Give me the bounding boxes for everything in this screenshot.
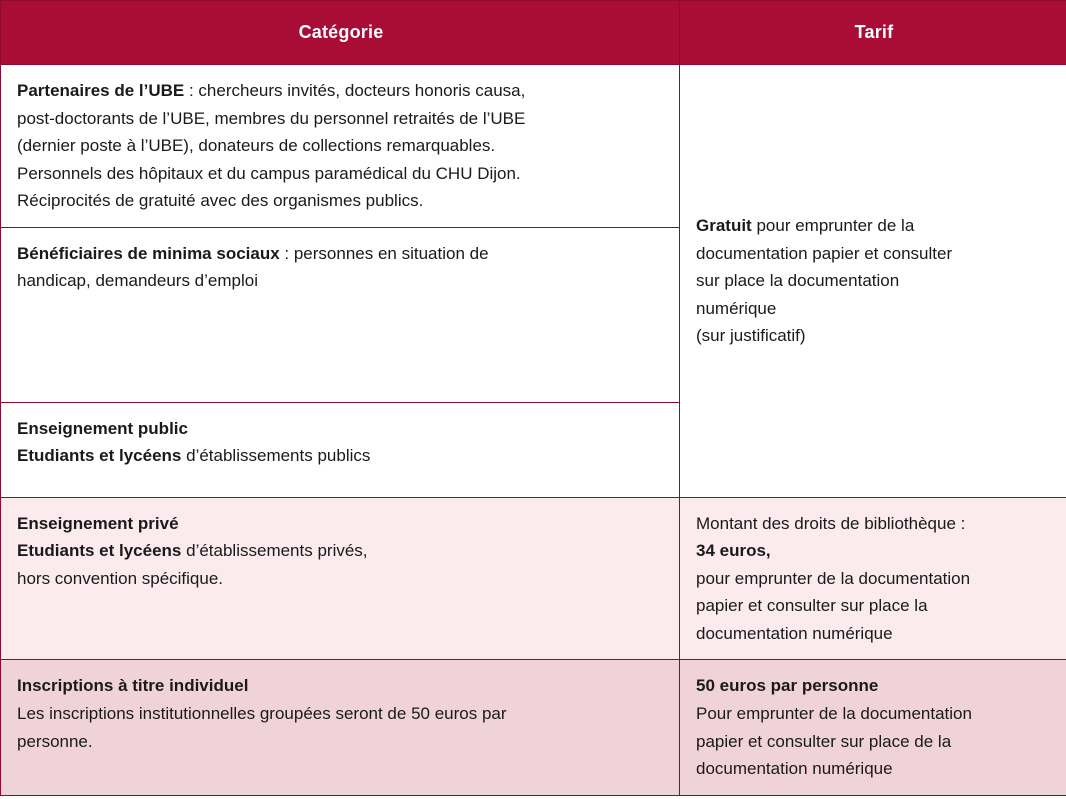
- category-cell-enseignement-public: [1, 402, 680, 497]
- table-row: [1, 65, 1066, 228]
- line: post-doctorants de l’UBE, membres du personnel retraités de l’UBE: [17, 108, 526, 128]
- line: 50 euros par personne: [696, 676, 879, 696]
- line: hors convention spécifique.: [17, 568, 224, 588]
- table-row: [1, 660, 1066, 795]
- line: documentation numérique: [696, 759, 893, 779]
- category-cell-enseignement-prive: [1, 497, 680, 660]
- line: Gratuit pour emprunter de la: [696, 216, 915, 236]
- tariff-cell-gratuit: [680, 65, 1066, 498]
- tariff-cell-50-euros: [680, 660, 1066, 795]
- line: sur place la documentation: [696, 271, 900, 291]
- category-cell-minima-sociaux: [1, 227, 680, 402]
- line: Enseignement public: [17, 418, 188, 438]
- line: 34 euros,: [696, 541, 771, 561]
- line: Bénéficiaires de minima sociaux : personnes en situation de: [17, 243, 489, 263]
- line: Réciprocités de gratuité avec des organismes publics.: [17, 191, 424, 211]
- table-body: [1, 65, 1066, 795]
- category-cell-partenaires: [1, 65, 680, 228]
- line: documentation numérique: [696, 623, 893, 643]
- column-header-category: Catégorie: [1, 1, 680, 65]
- line: Montant des droits de bibliothèque :: [696, 513, 966, 533]
- line: (dernier poste à l’UBE), donateurs de collections remarquables.: [17, 136, 496, 156]
- line: papier et consulter sur place de la: [696, 731, 952, 751]
- line: personne.: [17, 731, 93, 751]
- line: Inscriptions à titre individuel: [17, 676, 249, 696]
- line: handicap, demandeurs d’emploi: [17, 271, 258, 291]
- line: Pour emprunter de la documentation: [696, 704, 972, 723]
- line: Enseignement privé: [17, 513, 179, 533]
- line: Personnels des hôpitaux et du campus paramédical du CHU Dijon.: [17, 163, 521, 183]
- category-cell-inscriptions-individuelles: [1, 660, 680, 795]
- line: documentation papier et consulter: [696, 243, 953, 263]
- line: pour emprunter de la documentation: [696, 568, 971, 588]
- tariff-cell-34-euros: [680, 497, 1066, 660]
- column-header-tariff: Tarif: [680, 1, 1066, 65]
- line: Etudiants et lycéens d’établissements privés,: [17, 541, 368, 561]
- line: Partenaires de l’UBE : chercheurs invités, docteurs honoris causa,: [17, 81, 526, 101]
- line: Etudiants et lycéens d’établissements publics: [17, 446, 371, 466]
- line: (sur justificatif): [696, 326, 806, 346]
- line: papier et consulter sur place la: [696, 596, 928, 616]
- table-header: [1, 1, 1066, 65]
- table-row: [1, 497, 1066, 660]
- line: Les inscriptions institutionnelles groupées seront de 50 euros par: [17, 704, 507, 723]
- table-header-row: [1, 1, 1066, 65]
- line: numérique: [696, 298, 777, 318]
